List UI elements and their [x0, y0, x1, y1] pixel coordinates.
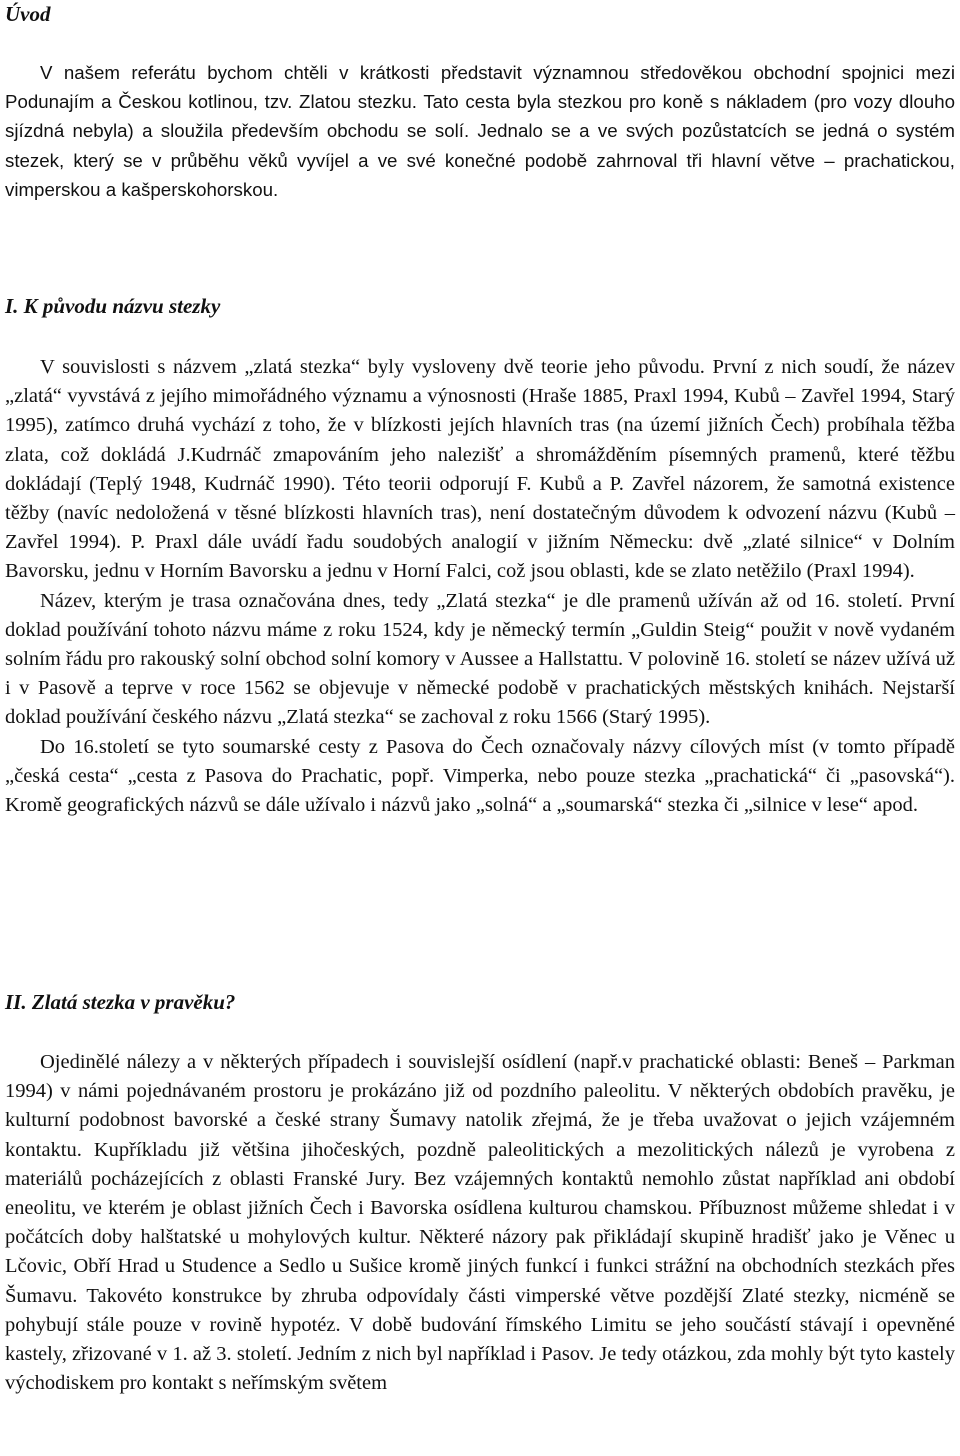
heading-section-2: II. Zlatá stezka v pravěku? — [5, 990, 236, 1014]
section-2 — [5, 1048, 955, 1398]
section-uvod — [5, 58, 955, 204]
heading-uvod: Úvod — [5, 2, 51, 26]
section1-paragraph-2: Název, kterým je trasa označována dnes, tedy „Zlatá stezka“ je dle pramenů užíván až od 16. století. První doklad používání tohoto názvu máme z roku 1524, kdy je německý termín „Guldin Steig“ použit v nově vydaném solním řádu pro rakouský solní obchod solní komory v Aussee a Hallstattu. V polovině 16. století se název užívá už i v Pasově a teprve v roce 1562 se objevuje v německé podobě v prachatických městských knihách. Nejstarší doklad používání českého názvu „Zlatá stezka“ se zachoval z roku 1566 (Starý 1995). — [5, 589, 955, 729]
section1-paragraph-1: V souvislosti s názvem „zlatá stezka“ byly vysloveny dvě teorie jeho původu. První z nich soudí, že název „zlatá“ vyvstává z jejího mimořádného významu a výnosnosti (Hraše 1885, Praxl 1994, Kubů – Zavřel 1994, Starý 1995), zatímco druhá vychází z toho, že v blízkosti jejích hlavních tras (na území jižních Čech) probíhala těžba zlata, což dokládá J.Kudrnáč zmapováním jeho nalezišť a shromážděním písemných pramenů, které těžbu dokládají (Teplý 1948, Kudrnáč 1990). Této teorii odporují F. Kubů a P. Zavřel názorem, že samotná existence těžby (navíc nedoložená v těsné blízkosti hlavních tras), není dostatečným důvodem k odvození názvu (Kubů – Zavřel 1994). P. Praxl dále uvádí řadu soudobých analogií v jižním Německu: dvě „zlaté silnice“ v Dolním Bavorsku, jednu v Horním Bavorsku a jednu v Horní Falci, což jsou oblasti, kde se zlato netěžilo (Praxl 1994). — [5, 356, 955, 583]
heading-section-1: I. K původu názvu stezky — [5, 294, 221, 318]
section2-paragraph: Ojedinělé nálezy a v některých případech i souvislejší osídlení (např.v prachatické oblasti: Beneš – Parkman 1994) v námi pojednávaném prostoru je prokázáno již od pozdního paleolitu. V některých obdobích pravěku, je kulturní podobnost bavorské a české strany Šumavy natolik zřejmá, že je třeba uvažovat o jejich vzájemném kontaktu. Kupříkladu již většina jihočeských, pozdně paleolitických a mezolitických nálezů je vyrobena z materiálů pocházejících z oblasti Franské Jury. Bez vzájemných kontaktů nemohlo zůstat například ani období eneolitu, ve kterém je oblast jižních Čech i Bavorska osídlena kulturou chamskou. Příbuznost můžeme shledat i v počátcích doby halštatské u mohylových kultur. Některé názory pak přikládají skupině hradišť jako je Věnec u Lčovic, Obří Hrad u Studence a Sedlo u Sušice kromě jiných funkcí i funkci strážní na obchodních stezkách přes Šumavu. Takovéto konstrukce by zhruba odpovídaly části vimperské větve pozdější Zlaté stezky, nicméně se pohybují stále pouze v rovině hypotéz. V době budování římského Limitu se jeho součástí stávají i opevněné kastely, zřizované v 1. až 3. století. Jedním z nich byl například i Pasov. Je tedy otázkou, zda mohly být tyto kastely východiskem pro kontakt s neřímským světem — [5, 1051, 955, 1395]
section-1 — [5, 353, 955, 820]
section1-paragraph-3: Do 16.století se tyto soumarské cesty z Pasova do Čech označovaly názvy cílových míst (v tomto případě „česká cesta“ „cesta z Pasova do Prachatic, popř. Vimperka, nebo pouze stezka „prachatická“ či „pasovská“). Kromě geografických názvů se dále užívalo i názvů jako „solná“ a „soumarská“ stezka či „silnice v lese“ apod. — [5, 735, 955, 817]
uvod-paragraph: V našem referátu bychom chtěli v krátkosti představit významnou středověkou obchodní spojnici mezi Podunajím a Českou kotlinou, tzv. Zlatou stezku. Tato cesta byla stezkou pro koně s nákladem (pro vozy dlouho sjízdná nebyla) a sloužila především obchodu se solí. Jednalo se a ve svých pozůstatcích se jedná o systém stezek, který se v průběhu věků vyvíjel a ve své konečné podobě zahrnoval tři hlavní větve – prachatickou, vimperskou a kašperskohorskou. — [5, 62, 955, 200]
